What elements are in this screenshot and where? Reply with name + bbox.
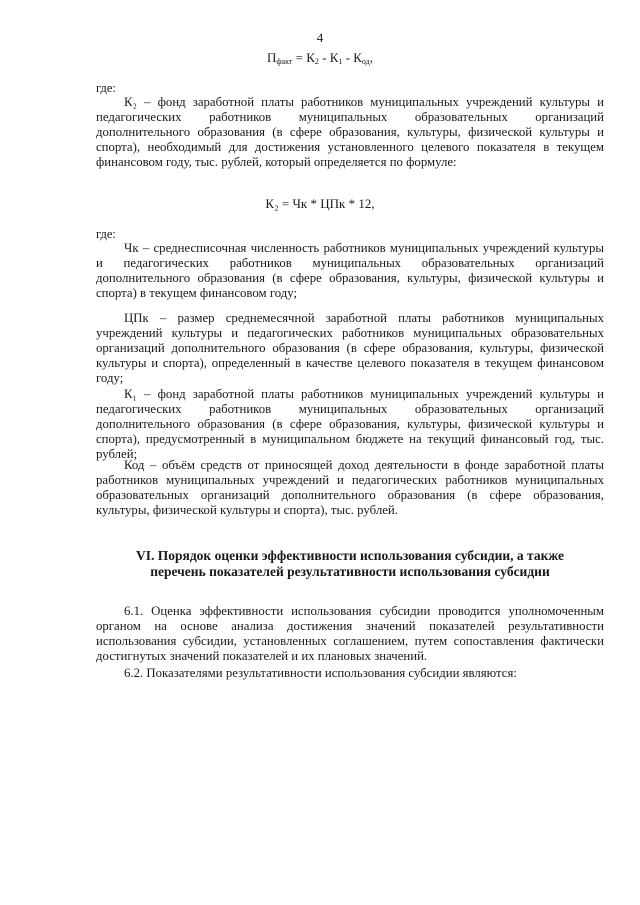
page-number: 4 — [316, 30, 324, 45]
definition-k2: К₂ – фонд заработной платы работников муниципальных учреждений культуры и педагогических работников муниципальных образовательных организаций дополнительного образования (в сфере образования, культуры, физической культуры и спорта), необходимый для достижения установленного целевого показателя в текущем финансовом году, тыс. рублей, который определяется по формуле: — [96, 95, 604, 169]
section-title: VI. Порядок оценки эффективности использования субсидии, а также перечень показателей результативности использования субсидии — [136, 548, 564, 579]
paragraph-6-1: 6.1. Оценка эффективности использования субсидии проводится уполномоченным органом на основе анализа достижения значений показателей результативности использования субсидии, установленных соглашением, путем сопоставления фактически достигнутых значений показателей и их плановых значений. — [96, 604, 604, 663]
definition-ch: Чк – среднесписочная численность работников муниципальных учреждений культуры и педагогических работников муниципальных образовательных организаций дополнительного образования (в сфере образования, культуры, физической культуры и спорта) в текущем финансовом году; — [96, 241, 604, 300]
formula-pfact: $П_{факт} = К_2 - К_1 - К_{од}$, — [266, 50, 373, 66]
paragraph-6-2: 6.2. Показателями результативности использования субсидии являются: — [124, 666, 517, 680]
where-label-1: где: — [96, 81, 116, 95]
where-label-2: где: — [96, 227, 116, 241]
definition-cp: ЦПк – размер среднемесячной заработной платы работников муниципальных учреждений культуры и педагогических работников муниципальных образовательных организаций дополнительного образования (в сфере образования, культуры, физической культуры и спорта), определенный в качестве целевого показателя в текущем финансовом году; — [96, 311, 604, 385]
definition-kod: Код – объём средств от приносящей доход деятельности в фонде заработной платы работников муниципальных учреждений и педагогических работников муниципальных образовательных организаций дополнительного образования (в сфере образования, культуры, физической культуры и спорта), тыс. рублей. — [96, 458, 604, 517]
formula-k2: К₂ = Чк * ЦПк * 12, — [265, 196, 375, 211]
definition-k1: К₁ – фонд заработной платы работников муниципальных учреждений культуры и педагогических работников муниципальных образовательных организаций дополнительного образования (в сфере образования, культуры, физической культуры и спорта), предусмотренный в муниципальном бюджете на текущий финансовый год, тыс. рублей; — [96, 387, 604, 461]
